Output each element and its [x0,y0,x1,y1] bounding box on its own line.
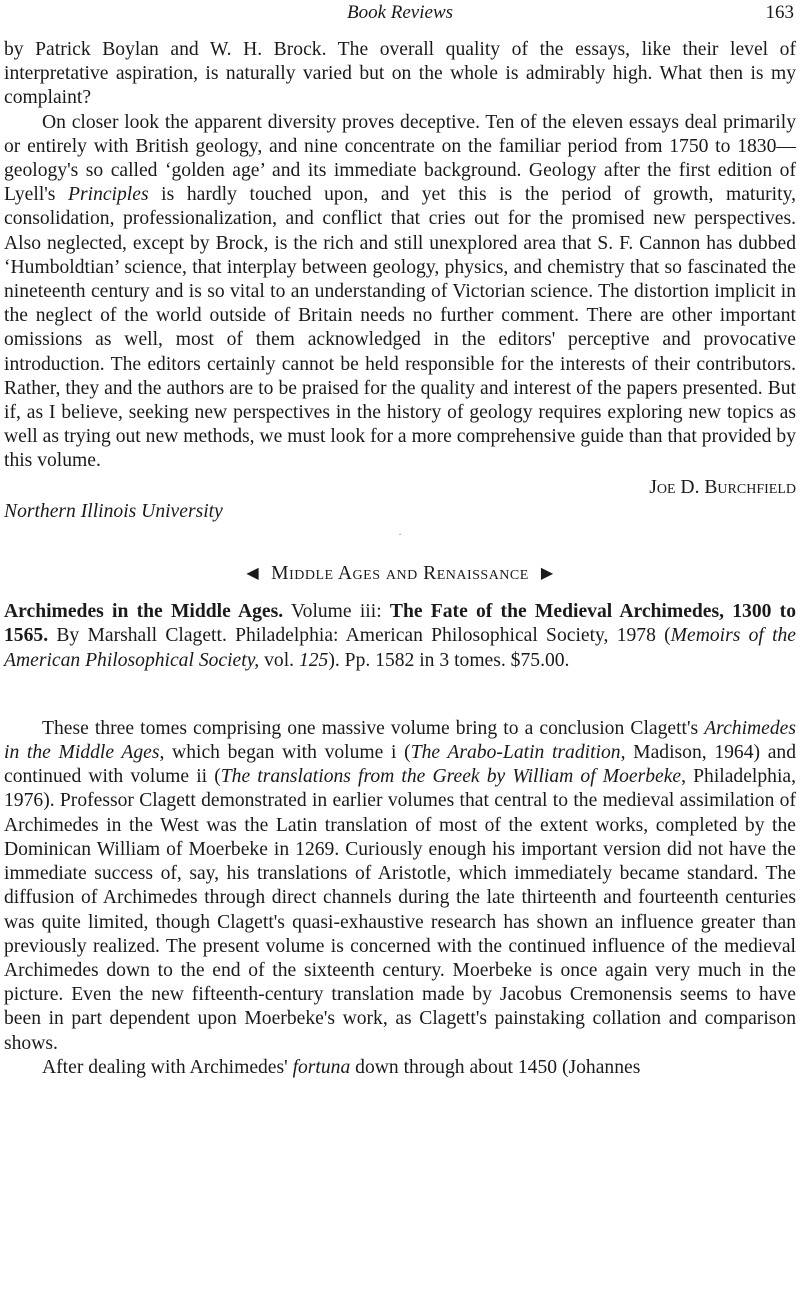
review2-paragraph-1: These three tomes comprising one massive volume bring to a conclusion Clagett's Archimedes in the Middle Ages, which began with volume i (The Arabo-Latin tradition, Madison, 1964) and continued with volume ii (The translations from the Greek by William of Moerbeke, Philadelphia, 1976). Professor Clagett demonstrated in earlier volumes that central to the medieval assimilation of Archimedes in the West was the Latin translation of most of the extent works, completed by the Dominican William of Moerbeke in 1269. Curiously enough his important version did not have the immediate success of, say, his translations of Aristotle, which immediately became standard. The diffusion of Archimedes through direct channels during the late thirteenth and fourteenth centuries was quite limited, though Clagett's quasi-exhaustive research has shown an influence greater than previously realized. The present volume is concerned with the continued influence of the medieval Archimedes down to the end of the sixteenth century. Moerbeke is once again very much in the picture. Even the new fifteenth-century translation made by Jacobus Cremonensis seems to have been in part dependent upon Moerbeke's work, as Clagett's painstaking collation and comparison shows. [4,717,796,1054]
reviewer-name: Joe D. Burchfield [649,476,796,498]
citation-title: Archimedes in the Middle Ages. [4,601,284,623]
reviewer-affiliation: Northern Illinois University [4,500,223,522]
citation-subtitle: The Fate of the Medieval Archimedes, 1300 to 1565. [4,601,796,647]
page-body [4,38,796,1080]
section-title: Middle Ages and Renaissance [271,563,529,585]
triangle-left-icon: ◀ [246,565,260,583]
review1-paragraph-2: On closer look the apparent diversity proves deceptive. Ten of the eleven essays deal primarily or entirely with British geology, and nine concentrate on the familiar period from 1750 to 1830—geology's so called ‘golden age’ and its immediate background. Geology after the first edition of Lyell's Principles is hardly touched upon, and yet this is the period of growth, maturity, consolidation, professionalization, and conflict that cries out for the promised new perspectives. Also neglected, except by Brock, is the rich and still unexplored area that S. F. Cannon has dubbed ‘Humboldtian’ science, that interplay between geology, physics, and chemistry that so fascinated the nineteenth century and is so vital to an understanding of Victorian science. The distortion implicit in the neglect of the world outside of Britain needs no further comment. There are other important omissions as well, most of them acknowledged in the editors' perceptive and provocative introduction. The editors certainly cannot be held responsible for the interests of their contributors. Rather, they and the authors are to be praised for the quality and interest of the papers presented. But if, as I believe, seeking new perspectives in the history of geology requires exploring new topics as well as trying out new methods, we must look for a more comprehensive guide than that provided by this volume. [4,111,796,472]
citation-series: Memoirs of the American Philosophical Society, [4,625,797,671]
book-citation: Archimedes in the Middle Ages. Volume iii: The Fate of the Medieval Archimedes, 1300 to 1565. By Marshall Clagett. Philadelphia: American Philosophical Society, 1978 (Memoirs of the American Philosophical Society, vol. 125). Pp. 1582 in 3 tomes. $75.00. [4,601,797,671]
section-heading [4,562,796,586]
stray-dot: · [398,530,402,542]
triangle-right-icon: ▶ [540,565,554,583]
running-title: Book Reviews [346,2,454,23]
page-number: 163 [765,2,794,23]
book-title-principles: Principles [68,184,149,206]
review2-paragraph-2: After dealing with Archimedes' fortuna down through about 1450 (Johannes [42,1056,641,1078]
running-header [0,0,800,26]
review1-paragraph-1: by Patrick Boylan and W. H. Brock. The overall quality of the essays, like their level of interpretative aspiration, is naturally varied but on the whole is admirably high. What then is my complaint? [4,39,796,109]
